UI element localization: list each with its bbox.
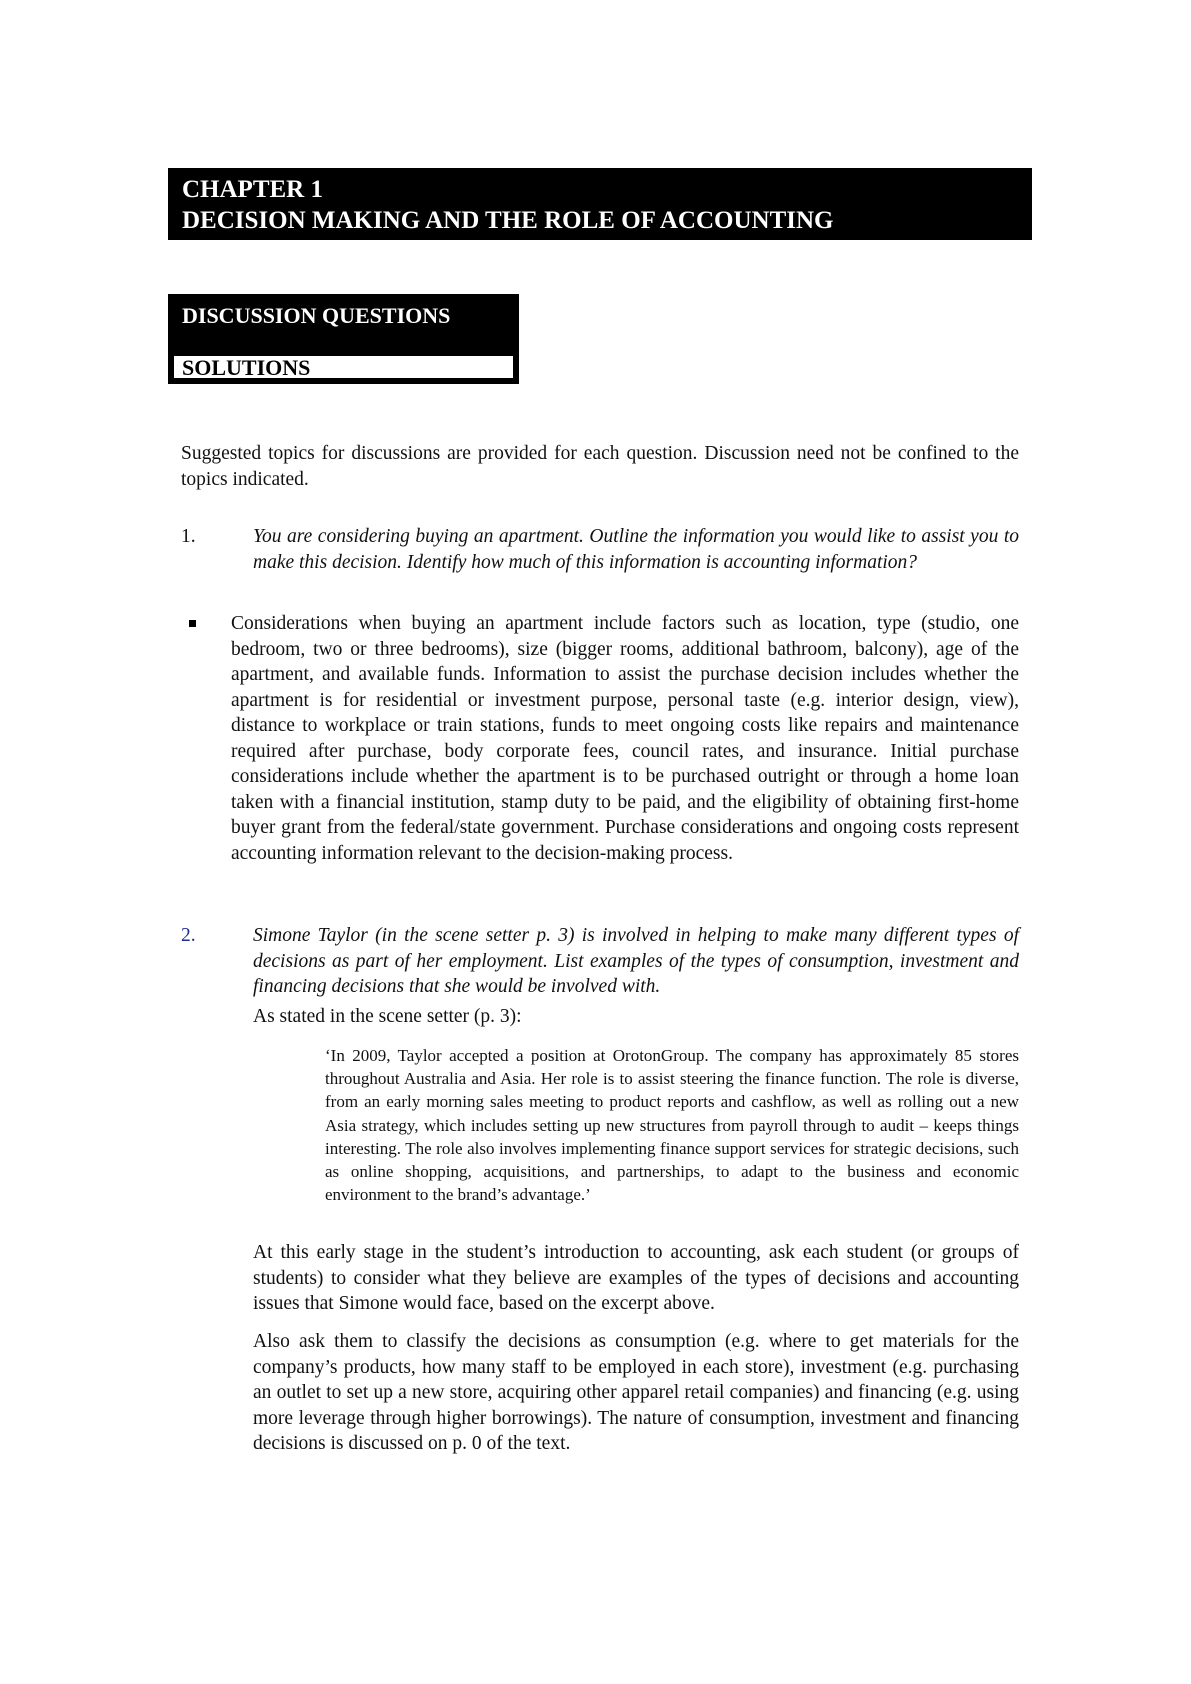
chapter-heading	[168, 168, 1032, 240]
question-2-paragraph-2: Also ask them to classify the decisions as consumption (e.g. where to get materials for the company’s products, how many staff to be employed in each store), investment (e.g. purchasing an outlet to set up a new store, acquiring other apparel retail companies) and financing (e.g. using more leverage through higher borrowings). The nature of consumption, investment and financing decisions is discussed on p. 0 of the text.	[253, 1331, 1019, 1454]
section-subtitle: SOLUTIONS	[174, 356, 513, 378]
chapter-title: DECISION MAKING AND THE ROLE OF ACCOUNTING	[182, 207, 834, 234]
question-2-text: Simone Taylor (in the scene setter p. 3) is involved in helping to make many different types of decisions as part of her employment. List examples of the types of consumption, investment and financing decisions that she would be involved with.	[253, 925, 1019, 997]
question-2-lead: As stated in the scene setter (p. 3):	[253, 1006, 522, 1027]
question-2-number: 2.	[181, 925, 196, 946]
question-1-text: You are considering buying an apartment. Outline the information you would like to assist you to make this decision. Identify how much of this information is accounting information?	[253, 526, 1019, 573]
chapter-number: CHAPTER 1	[182, 176, 323, 203]
section-heading-box	[168, 294, 519, 384]
scene-setter-quote: ‘In 2009, Taylor accepted a position at OrotonGroup. The company has approximately 85 stores throughout Australia and Asia. Her role is to assist steering the finance function. The role is diverse, from an early morning sales meeting to product reports and cashflow, as well as rolling out a new Asia strategy, which includes setting up new structures from payroll through to audit – keeps things interesting. The role also involves implementing finance support services for strategic decisions, such as online shopping, acquisitions, and partnerships, to adapt to the business and economic environment to the brand’s advantage.’	[325, 1046, 1019, 1205]
question-1-answer: Considerations when buying an apartment include factors such as location, type (studio, one bedroom, two or three bedrooms), size (bigger rooms, additional bathroom, balcony), age of the apartment, and available funds. Information to assist the purchase decision includes whether the apartment is for residential or investment purpose, personal taste (e.g. interior design, view), distance to workplace or train stations, funds to meet ongoing costs like repairs and maintenance required after purchase, body corporate fees, council rates, and insurance. Initial purchase considerations include whether the apartment is to be purchased outright or through a home loan taken with a financial institution, stamp duty to be paid, and the eligibility of obtaining first-home buyer grant from the federal/state government. Purchase considerations and ongoing costs represent accounting information relevant to the decision-making process.	[231, 613, 1019, 864]
intro-paragraph: Suggested topics for discussions are provided for each question. Discussion need not be confined to the topics indicated.	[181, 443, 1019, 490]
question-2-paragraph-1: At this early stage in the student’s introduction to accounting, ask each student (or groups of students) to consider what they believe are examples of the types of decisions and accounting issues that Simone would face, based on the excerpt above.	[253, 1242, 1019, 1314]
section-title: DISCUSSION QUESTIONS	[182, 303, 451, 328]
bullet-icon	[189, 620, 196, 627]
question-1-number: 1.	[181, 526, 196, 547]
